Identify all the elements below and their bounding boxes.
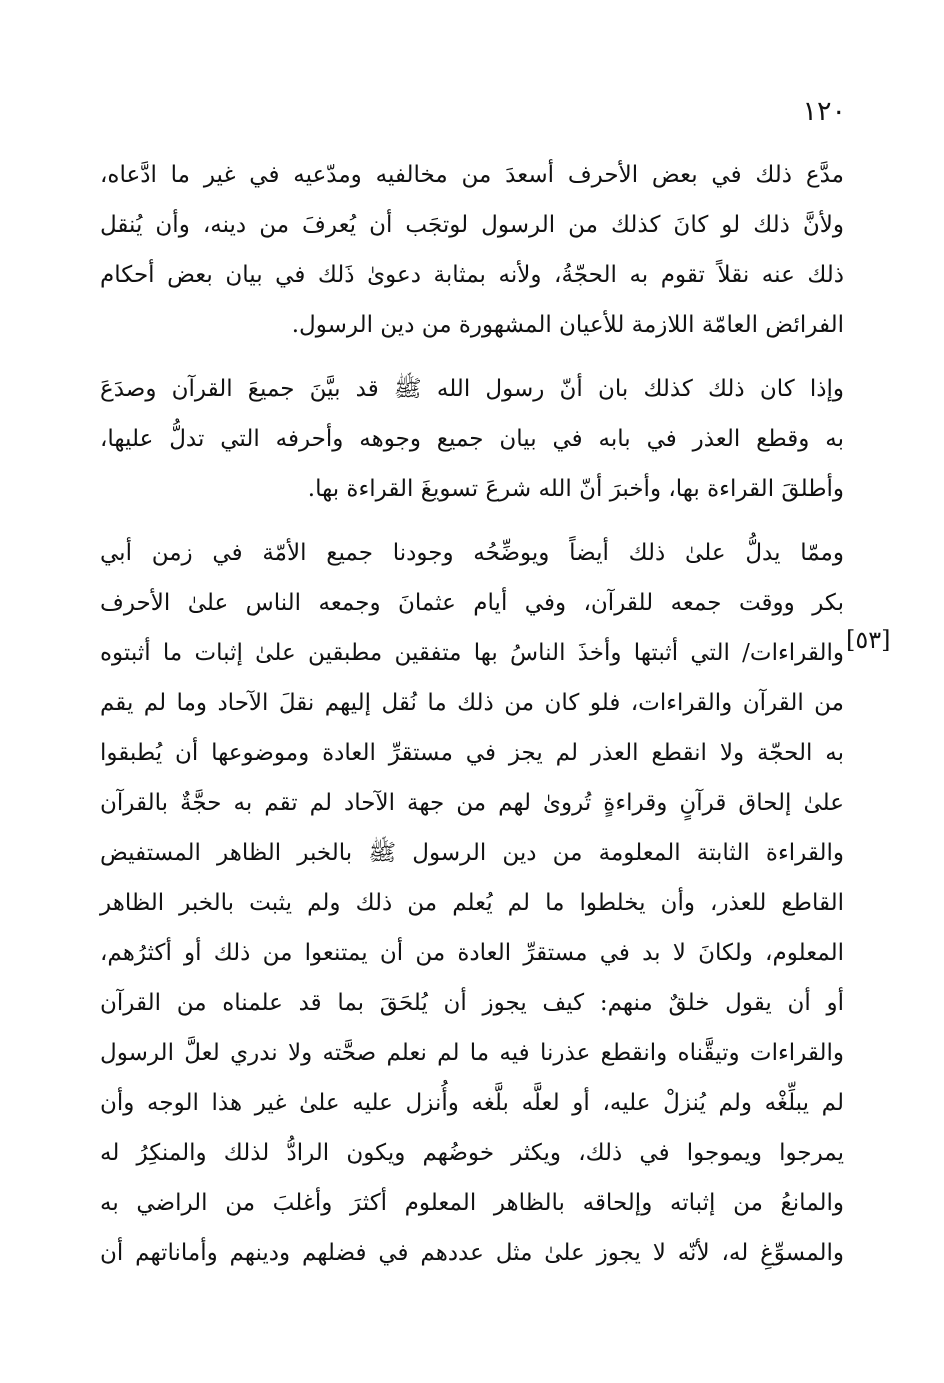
text-line: بكر ووقت جمعه للقرآن، وفي أيام عثمانَ وجمعه الناس علىٰ الأحرف bbox=[100, 590, 844, 616]
text-line: القاطع للعذر، وأن يخلطوا ما لم يُعلم من ذلك ولم يثبت بالخبر الظاهر bbox=[100, 890, 844, 916]
text-line: والمسوِّغِ له، لأنّه لا يجوز علىٰ مثل عددهم في فضلهم ودينهم وأماناتهم أن bbox=[100, 1240, 844, 1266]
body-text bbox=[100, 150, 844, 1278]
text-line: والمانعُ من إثباته وإلحاقه بالظاهر المعلوم أكثرَ وأغلبَ من الراضي به bbox=[100, 1190, 844, 1216]
text-line: به الحجّة ولا انقطع العذر لم يجز في مستقرِّ العادة وموضوعها أن يُطبقوا bbox=[100, 740, 844, 766]
text-line: الفرائض العامّة اللازمة للأعيان المشهورة من دين الرسول. bbox=[291, 312, 844, 338]
margin-reference: [٥٣] bbox=[846, 626, 891, 654]
text-line: وإذا كان ذلك كذلك بان أنّ رسول الله ﷺ قد بيَّنَ جميعَ القرآن وصدَعَ bbox=[100, 376, 844, 402]
text-line: المعلوم، ولكانَ لا بد في مستقرِّ العادة من أن يمتنعوا من ذلك أو أكثرُهم، bbox=[100, 940, 844, 966]
paragraph-1 bbox=[100, 150, 844, 350]
paragraph-2 bbox=[100, 364, 844, 514]
text-line: به وقطع العذر في بابه في بيان جميع وجوهه وأحرفه التي تدلُّ عليها، bbox=[100, 426, 844, 452]
text-line: ولأنَّ ذلك لو كانَ كذلك من الرسول لوتجَب أن يُعرفَ من دينه، وأن يُنقل bbox=[100, 212, 844, 238]
page-number: ١٢٠ bbox=[802, 96, 846, 127]
text-line: من القرآن والقراءات، فلو كان من ذلك ما نُقل إليهم نقلَ الآحاد وما لم يقم bbox=[100, 690, 844, 716]
text-line: أو أن يقول خلقٌ منهم: كيف يجوز أن يُلحَقَ بما قد علمناه من القرآن bbox=[100, 990, 844, 1016]
text-line: يمرجوا ويموجوا في ذلك، ويكثر خوضُهم ويكون الرادُّ لذلك والمنكِرُ له bbox=[100, 1140, 844, 1166]
text-line: والقراءات/ التي أثبتها وأخذَ الناسُ بها متفقين مطبقين علىٰ إثبات ما أثبتوه bbox=[100, 640, 844, 666]
text-line: لم يبلِّغْه ولم يُنزلْ عليه، أو لعلَّه بلَّغه وأُنزل عليه علىٰ غير هذا الوجه وأن bbox=[100, 1090, 844, 1116]
text-line: وممّا يدلُّ علىٰ ذلك أيضاً ويوضِّحُه وجودنا جميع الأمّة في زمن أبي bbox=[100, 540, 844, 566]
text-line: ذلك عنه نقلاً تقوم به الحجّةُ، ولأنه بمثابة دعوىٰ ذَلك في بيان بعض أحكام bbox=[100, 262, 845, 288]
text-line: وأطلقَ القراءة بها، وأخبرَ أنّ الله شرعَ تسويغَ القراءة بها. bbox=[307, 476, 844, 502]
paragraph-3 bbox=[100, 528, 844, 1278]
text-line: مدَّع ذلك في بعض الأحرف أسعدَ من مخالفيه ومدّعيه في غير ما ادَّعاه، bbox=[100, 162, 844, 188]
text-line: علىٰ إلحاق قرآنٍ وقراءةٍ تُروىٰ لهم من جهة الآحاد لم تقم به حجَّةٌ بالقرآن bbox=[100, 790, 844, 816]
text-line: والقراءات وتيقَّناه وانقطع عذرنا فيه ما لم نعلم صحَّته ولا ندري لعلَّ الرسول bbox=[100, 1040, 844, 1066]
text-line: والقراءة الثابتة المعلومة من دين الرسول ﷺ بالخبر الظاهر المستفيض bbox=[100, 840, 844, 866]
